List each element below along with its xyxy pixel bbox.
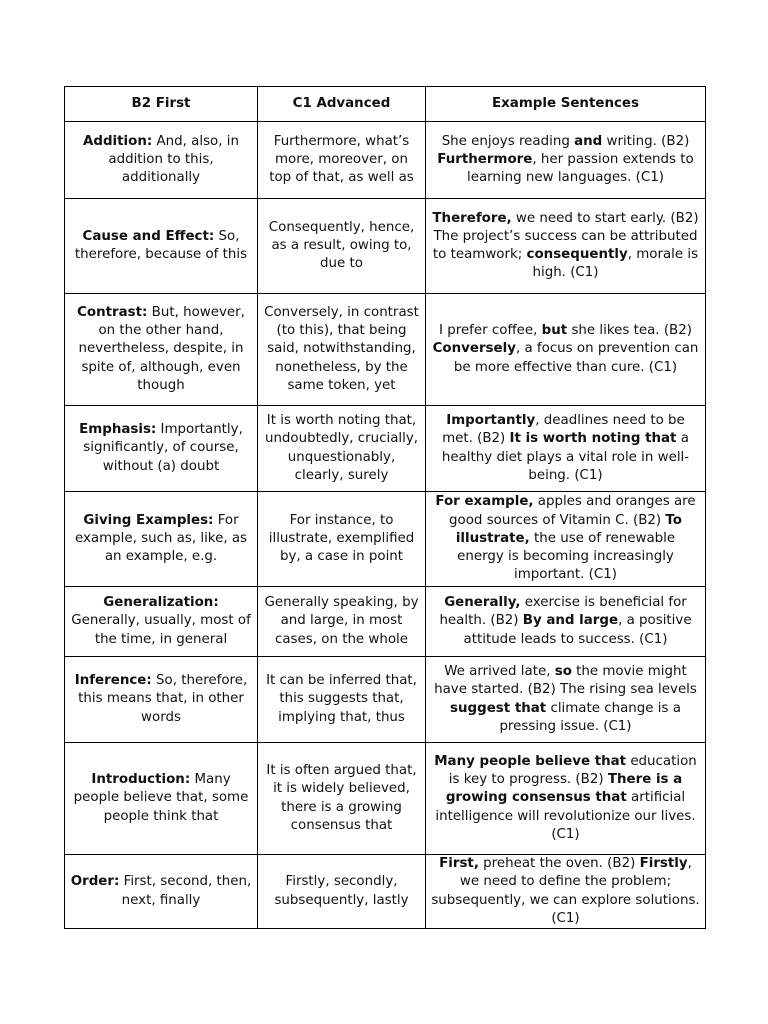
highlighted-connective: Importantly (446, 413, 536, 429)
highlighted-connective: Furthermore (437, 151, 533, 167)
category-label: Order: (70, 874, 120, 890)
c1-cell: For instance, to illustrate, exemplified by, a case in point (258, 492, 426, 587)
table-row (65, 294, 706, 406)
example-text: we need to start early. (B2) The project’s success can be attributed to teamwork; (432, 210, 699, 262)
example-cell (426, 743, 706, 855)
table-row (65, 492, 706, 587)
category-label: Contrast: (77, 304, 148, 320)
b2-connectives: But, however, on the other hand, nevertheless, despite, in spite of, although, even though (78, 304, 245, 393)
highlighted-connective: Generally, (444, 595, 521, 611)
highlighted-connective: To illustrate, (455, 512, 682, 546)
b2-cell (65, 657, 258, 743)
highlighted-connective: There is a growing consensus that (445, 772, 683, 806)
example-text: I prefer coffee, (439, 323, 542, 339)
highlighted-connective: For example, (435, 494, 534, 510)
example-text: the use of renewable energy is becoming increasingly important. (C1) (457, 530, 676, 583)
example-text: She enjoys reading (441, 133, 575, 149)
b2-connectives: Many people believe that, some people think that (73, 772, 249, 824)
example-text: a healthy diet plays a vital role in well-being. (C1) (441, 431, 690, 483)
b2-cell (65, 406, 258, 492)
category-label: Giving Examples: (83, 512, 214, 528)
table-row (65, 587, 706, 657)
b2-cell (65, 855, 258, 929)
example-cell (426, 492, 706, 587)
header-example-sentences: Example Sentences (426, 87, 706, 122)
highlighted-connective: but (541, 323, 568, 339)
example-cell (426, 855, 706, 929)
example-cell (426, 587, 706, 657)
example-cell (426, 294, 706, 406)
example-text: We arrived late, (444, 664, 555, 680)
table-row (65, 122, 706, 199)
b2-connectives: Importantly, significantly, of course, without (a) doubt (83, 422, 243, 474)
category-label: Introduction: (91, 772, 191, 788)
header-b2-first: B2 First (65, 87, 258, 122)
highlighted-connective: Firstly (639, 856, 688, 872)
highlighted-connective: suggest that (450, 700, 547, 716)
c1-cell: It is worth noting that, undoubtedly, crucially, unquestionably, clearly, surely (258, 406, 426, 492)
example-cell (426, 199, 706, 294)
b2-cell (65, 122, 258, 199)
example-text: apples and oranges are good sources of Vitamin C. (B2) (449, 494, 696, 528)
highlighted-connective: First, (439, 856, 479, 872)
category-label: Cause and Effect: (82, 228, 215, 244)
table-row (65, 855, 706, 929)
example-text: education is key to progress. (B2) (448, 753, 697, 788)
example-text: writing. (B2) (602, 133, 690, 149)
b2-connectives: Generally, usually, most of the time, in general (71, 613, 251, 647)
table-row (65, 657, 706, 743)
highlighted-connective: By and large (522, 613, 619, 629)
example-cell (426, 406, 706, 492)
example-text: , morale is high. (C1) (532, 247, 699, 281)
b2-connectives: So, therefore, this means that, in other words (78, 673, 248, 725)
c1-cell: Consequently, hence, as a result, owing to, due to (258, 199, 426, 294)
highlighted-connective: and (574, 133, 603, 149)
c1-cell: Firstly, secondly, subsequently, lastly (258, 855, 426, 929)
b2-connectives: First, second, then, next, finally (121, 874, 252, 908)
b2-cell (65, 199, 258, 294)
b2-cell (65, 492, 258, 587)
table-row (65, 743, 706, 855)
example-text: she likes tea. (B2) (567, 323, 692, 339)
example-text: , deadlines need to be met. (B2) (442, 413, 685, 447)
header-c1-advanced: C1 Advanced (258, 87, 426, 122)
b2-connectives: So, therefore, because of this (74, 228, 248, 262)
category-label: Addition: (83, 133, 153, 149)
highlighted-connective: Many people believe that (434, 753, 627, 769)
connectives-table (64, 86, 706, 929)
highlighted-connective: Conversely (432, 341, 516, 357)
highlighted-connective: so (554, 664, 572, 680)
example-text: , a focus on prevention can be more effective than cure. (C1) (453, 341, 699, 375)
example-text: artificial intelligence will revolutionize our lives. (C1) (435, 790, 696, 842)
example-text: , a positive attitude leads to success. (C1) (463, 613, 692, 647)
example-text: , we need to define the problem; subsequently, we can explore solutions. (C1) (431, 856, 700, 926)
b2-connectives: For example, such as, like, as an example, e.g. (74, 512, 248, 565)
b2-cell (65, 294, 258, 406)
example-text: climate change is a pressing issue. (C1) (499, 700, 681, 734)
b2-cell (65, 743, 258, 855)
category-label: Emphasis: (79, 422, 157, 438)
c1-cell: Furthermore, what’s more, moreover, on top of that, as well as (258, 122, 426, 199)
b2-cell (65, 587, 258, 657)
c1-cell: Generally speaking, by and large, in most cases, on the whole (258, 587, 426, 657)
example-text: exercise is beneficial for health. (B2) (439, 595, 687, 629)
category-label: Inference: (74, 673, 152, 689)
table-row (65, 406, 706, 492)
example-text: preheat the oven. (B2) (478, 856, 640, 872)
c1-cell: It is often argued that, it is widely believed, there is a growing consensus that (258, 743, 426, 855)
example-text: , her passion extends to learning new languages. (C1) (467, 151, 694, 186)
example-cell (426, 657, 706, 743)
example-text: the movie might have started. (B2) The rising sea levels (434, 664, 697, 698)
b2-connectives: And, also, in addition to this, additionally (108, 133, 239, 186)
table-row (65, 199, 706, 294)
highlighted-connective: Therefore, (432, 210, 512, 226)
c1-cell: Conversely, in contrast (to this), that being said, notwithstanding, nonetheless, by the same token, yet (258, 294, 426, 406)
table-body (65, 122, 706, 929)
header-row (65, 87, 706, 122)
c1-cell: It can be inferred that, this suggests that, implying that, thus (258, 657, 426, 743)
example-cell (426, 122, 706, 199)
highlighted-connective: consequently (526, 247, 628, 262)
category-label: Generalization: (103, 595, 219, 611)
highlighted-connective: It is worth noting that (509, 431, 677, 447)
